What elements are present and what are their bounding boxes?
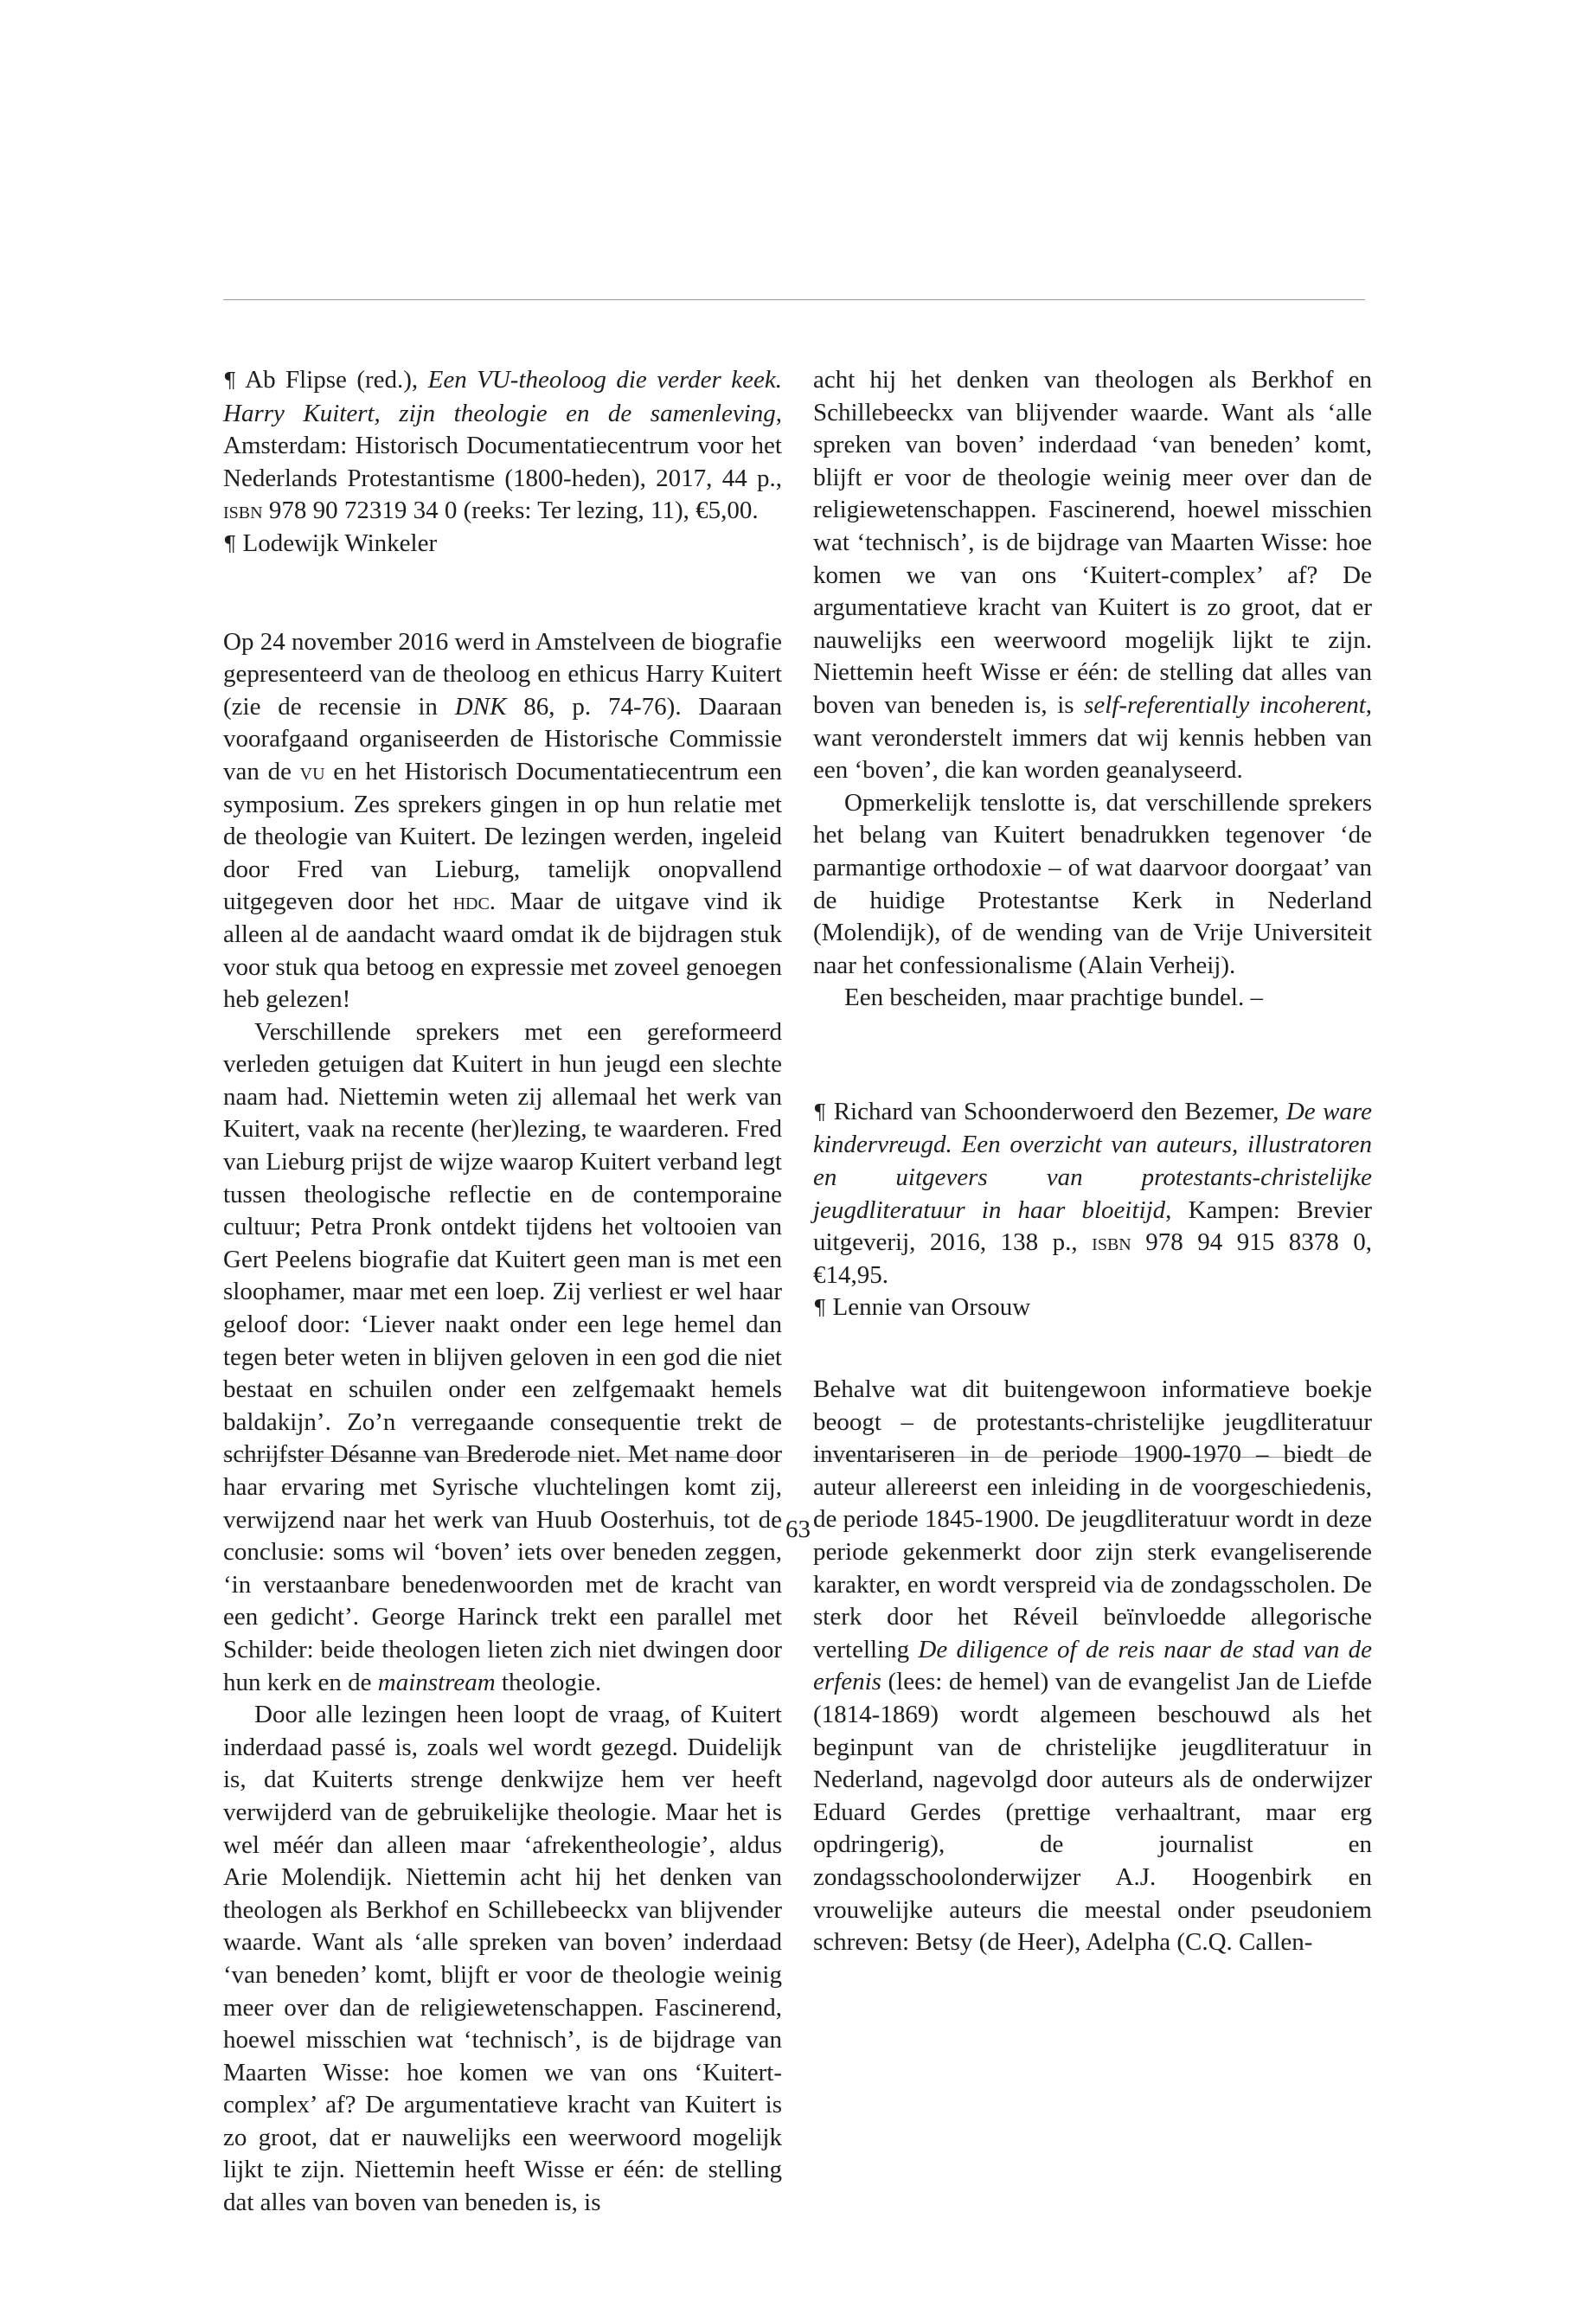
review1-paragraph-5: Een bescheiden, maar prachtige bundel. – [844, 984, 1263, 1012]
review2-paragraph-1: Behalve wat dit buitengewoon informatieve boekje beoogt – de protestants-christelijke jeugdliteratuur inventariseren in de periode 1900-1970 – biedt de auteur allereerst een inleiding in de voorgeschiedenis, de periode 1845-1900. De jeugdliteratuur wordt in deze periode gekenmerkt door zijn sterk evangeliserende karakter, en wordt verspreid via de zondagsscholen. De sterk door het Réveil beïnvloedde allegorische vertelling De diligence of de reis naar de stad van de erfenis (lees: de hemel) van de evangelist Jan de Liefde (1814-1869) wordt algemeen beschouwd als het beginpunt van de christelijke jeugdliteratuur in Nederland, nagevolgd door auteurs als de onderwijzer Eduard Gerdes (prettige verhaaltrant, maar erg opdringerig), de journalist en zondagsschoolonderwijzer A.J. Hoogenbirk en vrouwelijke auteurs die meestal onder pseudoniem schreven: Betsy (de Heer), Adelpha (C.Q. Callen- [813, 1375, 1372, 1957]
review1-reviewer: ¶ Lodewijk Winkeler [223, 529, 438, 557]
pilcrow-icon: ¶ [223, 369, 237, 393]
review1-paragraph-4: Opmerkelijk tenslotte is, dat verschillende sprekers het belang van Kuitert benadrukken tegenover ‘de parmantige orthodoxie – of wat daarvoor doorgaat’ van de huidige Protestantse Kerk in Nederland (Molendijk), of de wending van de Vrije Universiteit naar het confessionalisme (Alain Verheij). [813, 788, 1372, 979]
page-number: 63 [785, 1516, 811, 1543]
review1-book-title: Een VU-theoloog die verder keek. Harry Kuitert, zijn theologie en de samenleving [223, 366, 782, 427]
pilcrow-icon: ¶ [813, 1099, 827, 1125]
review1-paragraph-3-continued: acht hij het denken van theologen als Berkhof en Schillebeeckx van blijvender waarde. Want als ‘alle spreken van boven’ inderdaad ‘van beneden’ komt, blijft er voor de theologie weinig meer over dan de religiewetenschappen. Fascinerend, hoewel misschien wat ‘technisch’, is de bijdrage van Maarten Wisse: hoe komen we van ons ‘Kuitert-complex’ af? De argumentatieve kracht van Kuitert is zo groot, dat er nauwelijks een weerwoord mogelijk lijkt te zijn. Niettemin heeft Wisse er één: de stelling dat alles van boven van beneden is, is self-referentially incoherent, want veronderstelt immers dat wij kennis hebben van een ‘boven’, die kan worden geanalyseerd. [813, 366, 1372, 785]
top-rule [223, 299, 1365, 300]
pilcrow-icon: ¶ [223, 531, 237, 556]
review2-citation: ¶ Richard van Schoonderwoerd den Bezemer, De ware kindervreugd. Een overzicht van auteurs, illustratoren en uitgevers van protestants-christelijke jeugdliteratuur in haar bloeitijd, Kampen: Brevier uitgeverij, 2016, 138 p., isbn 978 94 915 8378 0, €14,95. [813, 1097, 1373, 1289]
left-column [223, 364, 783, 2217]
review1-paragraph-3-start: Door alle lezingen heen loopt de vraag, of Kuitert inderdaad passé is, zoals wel wordt gezegd. Duidelijk is, dat Kuiterts strenge denkwijze hem ver heeft verwijderd van de gebruikelijke theologie. Maar het is wel méér dan alleen maar ‘afrekentheologie’, aldus Arie Molendijk. Niettemin acht hij het denken van theologen als Berkhof en Schillebeeckx van blijvender waarde. Want als ‘alle spreken van boven’ inderdaad ‘van beneden’ komt, blijft er voor de theologie weinig meer over dan de religiewetenschappen. Fascinerend, hoewel misschien wat ‘technisch’, is de bijdrage van Maarten Wisse: hoe komen we van ons ‘Kuitert-complex’ af? De argumentatieve kracht van Kuitert is zo groot, dat er nauwelijks een weerwoord mogelijk lijkt te zijn. Niettemin heeft Wisse er één: de stelling dat alles van boven van beneden is, is [223, 1701, 782, 2217]
pilcrow-icon: ¶ [813, 1296, 827, 1321]
review1-paragraph-1: Op 24 november 2016 werd in Amstelveen de biografie gepresenteerd van de theoloog en ethicus Harry Kuitert (zie de recensie in DNK 86, p. 74-76). Daaraan voorafgaand organiseerden de Historische Commissie van de vu en het Historisch Documentatiecentrum een symposium. Zes sprekers gingen in op hun relatie met de theologie van Kuitert. De lezingen werden, ingeleid door Fred van Lieburg, tamelijk onopvallend uitgegeven door het hdc. Maar de uitgave vind ik alleen al de aandacht waard omdat ik de bijdragen stuk voor stuk qua betoog en expressie met zoveel genoegen heb gelezen! [223, 627, 783, 1014]
right-column [813, 364, 1372, 1959]
review2-reviewer: ¶ Lennie van Orsouw [813, 1293, 1031, 1322]
review1-citation: ¶ Ab Flipse (red.), Een VU-theoloog die verder keek. Harry Kuitert, zijn theologie en de samenleving, Amsterdam: Historisch Documentatiecentrum voor het Nederlands Protestantisme (1800-heden), 2017, 44 p., isbn 978 90 72319 34 0 (reeks: Ter lezing, 11), €5,00. [223, 366, 782, 525]
review1-paragraph-2: Verschillende sprekers met een gereformeerd verleden getuigen dat Kuitert in hun jeugd een slechte naam had. Niettemin weten zij allemaal het werk van Kuitert, vaak na recente (her)lezing, te waarderen. Fred van Lieburg prijst de wijze waarop Kuitert verband legt tussen theologische reflectie en de contemporaine cultuur; Petra Pronk ontdekt tijdens het voltooien van Gert Peelens biografie dat Kuitert geen man is met een sloophamer, maar met een loep. Zij verliest er wel haar geloof door: ‘Liever naakt onder een lege hemel dan tegen beter weten in blijven geloven in een god die niet bestaat en schuilen onder een zelfgemaakt hemels baldakijn’. Zo’n verregaande consequentie trekt de schrijfster Désanne van Brederode niet. Met name door haar ervaring met Syrische vluchtelingen komt zij, verwijzend naar het werk van Huub Oosterhuis, tot de conclusie: soms wil ‘boven’ iets over beneden zeggen, ‘in verstaanbare benedenwoorden met de kracht van een gedicht’. George Harinck trekt een parallel met Schilder: beide theologen lieten zich niet dwingen door hun kerk en de mainstream theologie. [223, 1017, 782, 1696]
review2-book-title: De ware kindervreugd. Een overzicht van auteurs, illustratoren en uitgevers van protestants-christelijke jeugdliteratuur in haar bloeitijd [813, 1097, 1372, 1224]
